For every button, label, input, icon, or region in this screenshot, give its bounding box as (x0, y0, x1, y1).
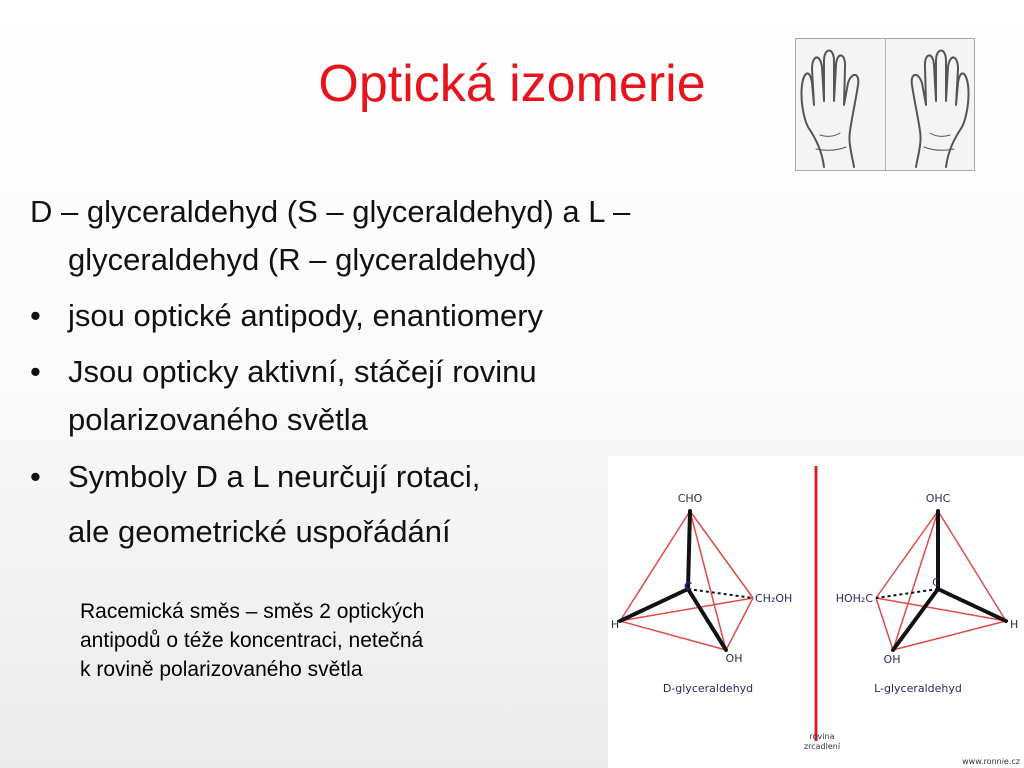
l-right-label: H (1010, 618, 1019, 631)
d-top-label: CHO (677, 492, 703, 505)
l-left-label: HOH₂C (835, 592, 873, 605)
tetrahedra-figure (608, 456, 1024, 768)
slide-title: Optická izomerie (318, 55, 706, 113)
racemic-note (80, 597, 560, 684)
note-line-1: Racemická směs – směs 2 optických (80, 600, 425, 623)
l-caption: L-glyceraldehyd (874, 682, 962, 695)
note-line-2: antipodů o téže koncentraci, netečná (80, 629, 424, 652)
intro-line-1: D – glyceraldehyd (S – glyceraldehyd) a L – (30, 194, 631, 229)
bullet-1: jsou optické antipody, enantiomery (68, 298, 544, 333)
l-tetrahedron (876, 511, 1006, 650)
mirror-label-1: rovina (809, 732, 835, 741)
intro-line-2: glyceraldehyd (R – glyceraldehyd) (68, 242, 537, 277)
bullet-marker-1: • (30, 298, 41, 333)
d-left-label: H (610, 618, 620, 631)
glyceraldehyde-diagram (608, 456, 1024, 768)
mirror-label-2: zrcadlení (803, 742, 841, 751)
d-right-label: CH₂OH (755, 592, 793, 605)
l-center-label: C (932, 576, 940, 589)
watermark: www.ronnie.cz (962, 757, 1020, 766)
bullet-marker-2: • (30, 354, 41, 389)
bullet-marker-3: • (30, 459, 41, 494)
bullet-3-line-1: Symboly D a L neurčují rotaci, (68, 459, 481, 494)
bullet-2-line-1: Jsou opticky aktivní, stáčejí rovinu (68, 354, 537, 389)
bullet-3-line-2: ale geometrické uspořádání (68, 514, 451, 549)
hands-image (795, 38, 975, 171)
d-caption: D-glyceraldehyd (662, 682, 754, 695)
bullet-2-line-2: polarizovaného světla (68, 402, 368, 437)
l-bottom-label: OH (883, 653, 901, 666)
d-center-label: C (683, 580, 693, 593)
l-top-label: OHC (925, 492, 951, 505)
hands-icon (796, 39, 976, 172)
d-bottom-label: OH (725, 652, 743, 665)
note-line-3: k rovině polarizovaného světla (80, 658, 363, 681)
